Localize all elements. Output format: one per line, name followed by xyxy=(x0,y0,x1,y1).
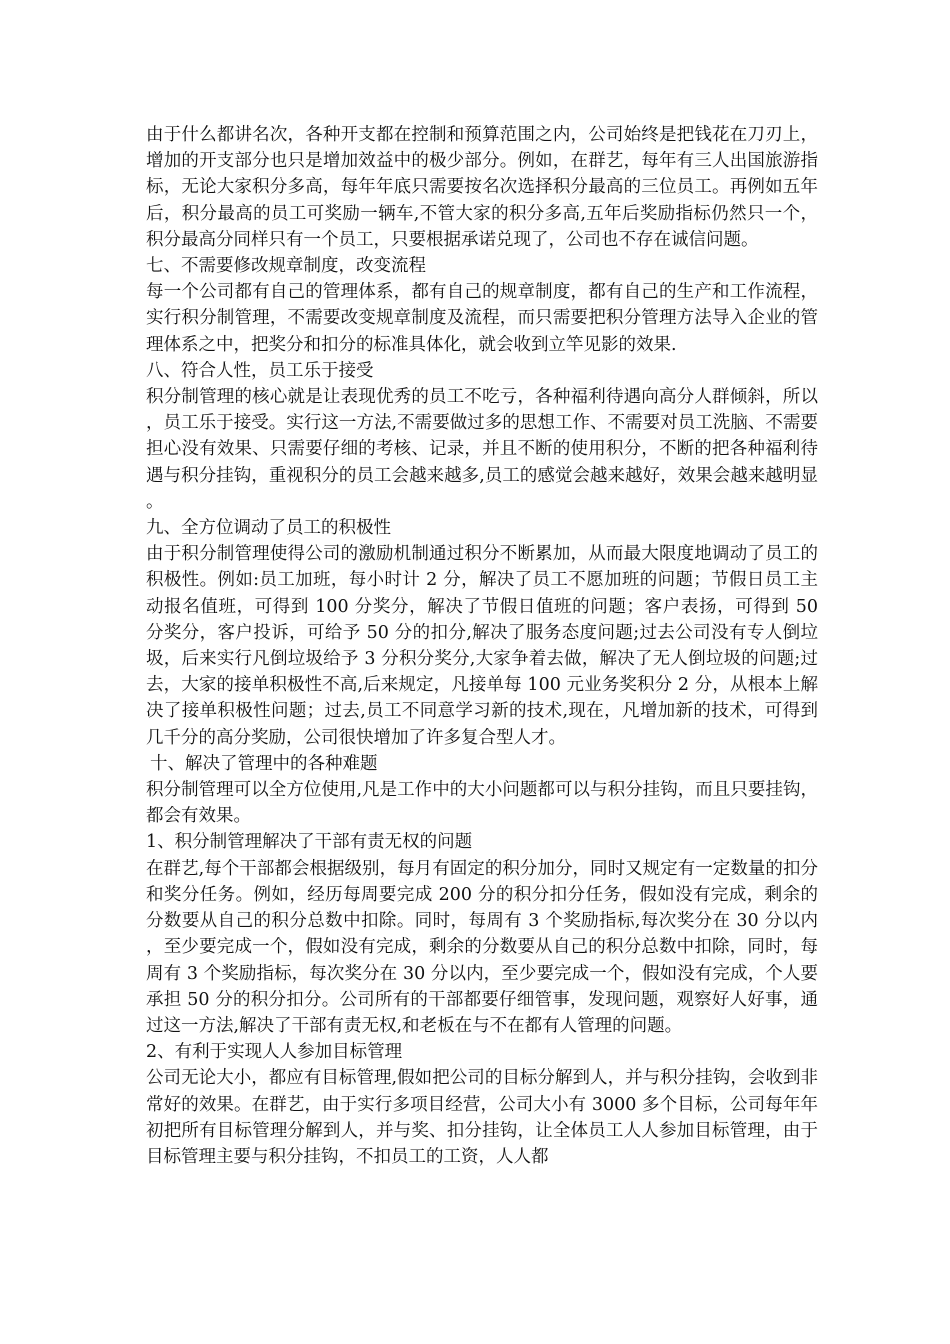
document-body xyxy=(146,122,818,1170)
body-paragraph: 公司无论大小，都应有目标管理,假如把公司的目标分解到人，并与积分挂钩，会收到非常好的效果。在群艺，由于实行多项目经营，公司大小有 3000 多个目标，公司每年年初把所有目标管理分解到人，并与奖、扣分挂钩，让全体员工人人参加目标管理，由于目标管理主要与积分挂钩，不扣员工的工资，人人都 xyxy=(146,1068,818,1167)
body-paragraph: 每一个公司都有自己的管理体系，都有自己的规章制度，都有自己的生产和工作流程，实行积分制管理，不需要改变规章制度及流程，而只需要把积分管理方法导入企业的管理体系之中，把奖分和扣分的标准具体化，就会收到立竿见影的效果. xyxy=(146,282,818,355)
body-paragraph: 积分制管理的核心就是让表现优秀的员工不吃亏，各种福利待遇向高分人群倾斜，所以，员工乐于接受。实行这一方法,不需要做过多的思想工作、不需要对员工洗脑、不需要担心没有效果、只需要仔细的考核、记录，并且不断的使用积分，不断的把各种福利待遇与积分挂钩，重视积分的员工会越来越多,员工的感觉会越来越好，效果会越来越明显。 xyxy=(146,387,818,512)
section-heading-7: 七、不需要修改规章制度，改变流程 xyxy=(146,256,426,277)
body-paragraph: 由于什么都讲名次，各种开支都在控制和预算范围之内，公司始终是把钱花在刀刃上，增加的开支部分也只是增加效益中的极少部分。例如，在群艺，每年有三人出国旅游指标，无论大家积分多高，每年年底只需要按名次选择积分最高的三位员工。再例如五年后，积分最高的员工可奖励一辆车,不管大家的积分多高,五年后奖励指标仍然只一个，积分最高分同样只有一个员工，只要根据承诺兑现了，公司也不存在诚信问题。 xyxy=(146,125,818,250)
body-paragraph: 由于积分制管理使得公司的激励机制通过积分不断累加，从而最大限度地调动了员工的积极性。例如:员工加班，每小时计 2 分，解决了员工不愿加班的问题；节假日员工主动报名值班，可得到 100 分奖分，解决了节假日值班的问题；客户表扬，可得到 50 分奖分，客户投诉，可给予 50 分的扣分,解决了服务态度问题;过去公司没有专人倒垃圾，后来实行凡倒垃圾给予 3 分积分奖分,大家争着去做，解决了无人倒垃圾的问题;过去，大家的接单积极性不高,后来规定，凡接单每 100 元业务奖积分 2 分，从根本上解决了接单积极性问题；过去,员工不同意学习新的技术,现在，凡增加新的技术，可得到几千分的高分奖励，公司很快增加了许多复合型人才。 xyxy=(146,544,818,748)
body-paragraph: 在群艺,每个干部都会根据级别，每月有固定的积分加分，同时又规定有一定数量的扣分和奖分任务。例如，经历每周要完成 200 分的积分扣分任务，假如没有完成，剩余的分数要从自己的积分总数中扣除。同时，每周有 3 个奖励指标,每次奖分在 30 分以内，至少要完成一个，假如没有完成，剩余的分数要从自己的积分总数中扣除，同时，每周有 3 个奖励指标，每次奖分在 30 分以内，至少要完成一个，假如没有完成，个人要承担 50 分的积分扣分。公司所有的干部都要仔细管事，发现问题，观察好人好事，通过这一方法,解决了干部有责无权,和老板在与不在都有人管理的问题。 xyxy=(146,858,818,1036)
body-paragraph: 积分制管理可以全方位使用,凡是工作中的大小问题都可以与积分挂钩，而且只要挂钩，都会有效果。 xyxy=(146,780,818,827)
section-heading-9: 九、全方位调动了员工的积极性 xyxy=(146,518,391,539)
section-heading-10: 十、解决了管理中的各种难题 xyxy=(150,753,378,774)
section-heading-8: 八、符合人性，员工乐于接受 xyxy=(146,360,374,381)
subsection-heading-2: 2、有利于实现人人参加目标管理 xyxy=(146,1042,403,1063)
subsection-heading-1: 1、积分制管理解决了干部有责无权的问题 xyxy=(146,832,473,853)
